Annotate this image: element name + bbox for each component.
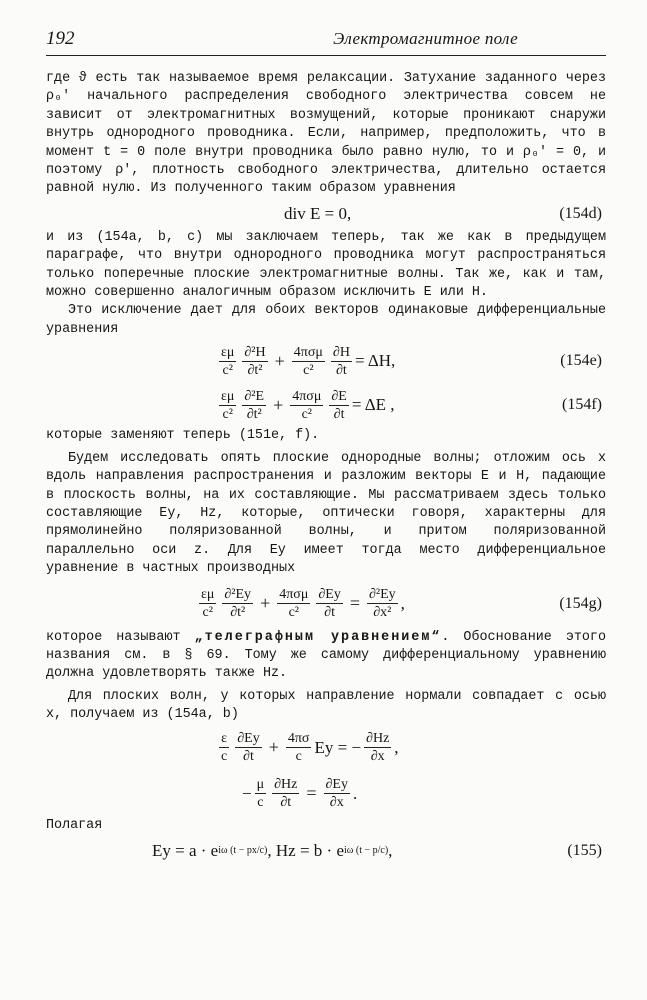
equation-number: (154g) bbox=[559, 594, 602, 612]
page bbox=[46, 28, 606, 867]
page-header bbox=[46, 28, 606, 56]
paragraph: Для плоских волн, у которых направление нормали совпадает с осью x, получаем из (154a, b) bbox=[46, 688, 606, 723]
equation-number: (155) bbox=[567, 841, 602, 859]
paragraph: Полагая bbox=[46, 817, 103, 833]
equation-number: (154e) bbox=[560, 352, 602, 370]
equation-154f bbox=[46, 383, 606, 427]
equation-body: $\frac{\varepsilon}{c}$ $\frac{\partial Ey}{\partial t}$ + $\frac{4\pi\sigma}{c}$ Ey = − $\frac{\partial Hz}{\partial x}$ , bbox=[221, 731, 399, 765]
equation-number: (154d) bbox=[559, 204, 602, 222]
equation-body: $\frac{\varepsilon\mu}{\text{c²}}$ $\frac{\text{∂²E}}{\text{∂t²}}$ + $\frac{\text{4πσμ}}{\text{c²}}$ $\frac{\partial E}{\partial t}$ = ΔE , bbox=[221, 388, 395, 422]
equation-body: Ey = a · e iω (t − px/c) , Hz = b · e iω (t − p/c) , bbox=[152, 840, 393, 860]
equation-154e bbox=[46, 339, 606, 383]
running-title: Электромагнитное поле bbox=[333, 29, 518, 48]
page-number: 192 bbox=[46, 28, 75, 49]
equation-body: $\frac{\varepsilon\mu}{\text{c²}}$ $\frac{\text{∂²H}}{\text{∂t²}}$ + $\frac{\text{4πσμ}}{\text{c²}}$ $\frac{\partial H}{\partial t}$ = ΔH, bbox=[221, 344, 396, 378]
paragraph: и из (154a, b, c) мы заключаем теперь, так же как в предыдущем параграфе, что внутри однородного проводника могут распространяться только поперечные плоские электромагнитные волны. Так же, как и там, можно совершенно аналогичным образом исключить E или H. bbox=[46, 229, 606, 301]
equation-body: div E = 0, bbox=[284, 203, 352, 223]
paragraph: которые заменяют теперь (151e, f). bbox=[46, 428, 320, 444]
equation-a bbox=[46, 725, 606, 771]
paragraph: которое называют „телеграфным уравнением“. Обоснование этого названия см. в § 69. Тому же самому дифференциальному уравнению должна удовлетворять также Hz. bbox=[46, 629, 606, 682]
paragraph: Будем исследовать опять плоские однородные волны; отложим ось x вдоль направления распространения и разложим векторы E и H, падающие в плоскость волны, на их составляющие. Мы рассматриваем здесь только составляющие Ey, Hz, которые, оптически говоря, характерны для прямолинейно поляризованной волны, и притом поляризованной параллельно оси z. Для Ey имеет тогда место дифференциальное уравнение в частных производных bbox=[46, 450, 606, 577]
equation-body: − $\frac{\mu}{c}$ $\frac{\partial Hz}{\partial t}$ = $\frac{\partial Ey}{\partial x}$ . bbox=[242, 777, 358, 811]
equation-body: $\frac{\varepsilon\mu}{\text{c²}}$ $\frac{\text{∂²Ey}}{\text{∂t²}}$ + $\frac{\text{4πσμ}}{\text{c²}}$ $\frac{\partial Ey}{\partial t}$ = $\frac{\text{∂²Ey}}{\text{∂x²}}$ , bbox=[201, 587, 405, 621]
equation-number: (154f) bbox=[562, 396, 602, 414]
equation-154d bbox=[46, 199, 606, 229]
paragraph: Это исключение дает для обоих векторов одинаковые дифференциальные уравнения bbox=[46, 303, 606, 337]
equation-b bbox=[46, 771, 606, 817]
paragraph: где ϑ есть так называемое время релаксации. Затухание заданного через ρ₀′ начального распределения свободного электричества совсем не зависит от электромагнитных возмущений, которые проникают снаружи внутрь однородного проводника. Если, например, предположить, что в момент t = 0 поле внутри проводника было равно нулю, то и ρ₀′ = 0, и поэтому ρ′, плотность свободного электричества, длительно остается равной нулю. Из полученного таким образом уравнения bbox=[46, 71, 606, 197]
equation-155 bbox=[46, 835, 606, 867]
equation-154g bbox=[46, 579, 606, 629]
